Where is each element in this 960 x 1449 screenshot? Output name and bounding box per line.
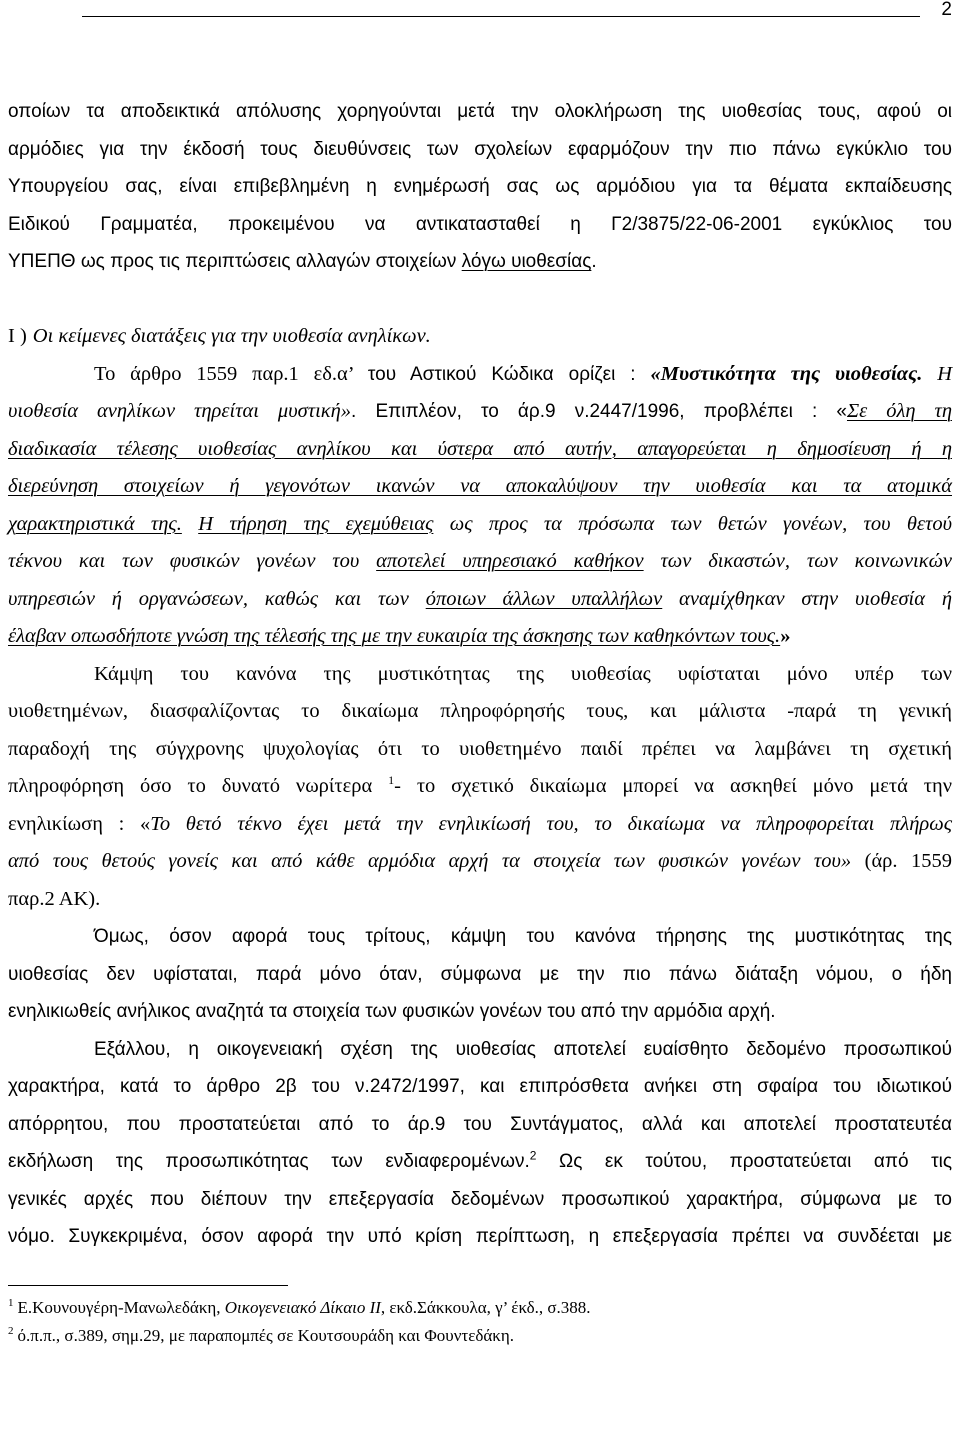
underlined-quote-run: διερεύνηση στοιχείων ή γεγονότων ικανών να αποκαλύψουν την υιοθεσία και τα ατομικά <box>8 475 952 497</box>
paragraph-exception <box>8 656 952 919</box>
page-number: 2 <box>941 0 952 20</box>
text-run: πληροφόρηση όσο το δυνατό νωρίτερα <box>8 775 389 797</box>
text-line: ενηλικιωθείς ανήλικος αναζητά τα στοιχεία των φυσικών γονέων του από την αρμόδια αρχή. <box>8 1001 776 1022</box>
text-line: γενικές αρχές που διέπουν την επεξεργασία δεδομένων προσωπικού χαρακτήρα, σύμφωνα με το <box>8 1188 952 1210</box>
underlined-quote-run: όποιων άλλων υπαλλήλων <box>425 587 663 610</box>
text-line: παρ.2 ΑΚ). <box>8 887 101 910</box>
quote-text-run: υπηρεσιών ή οργανώσεων, καθώς και των <box>8 587 426 610</box>
text-line <box>8 806 952 844</box>
text-line: νόμο. Συγκεκριμένα, όσον αφορά την υπό κρίση περίπτωση, η επεξεργασία πρέπει να συνδέεται με <box>8 1226 952 1247</box>
text-line <box>8 618 952 656</box>
text-line <box>8 506 952 544</box>
paragraph-third-parties <box>8 918 952 1031</box>
footnote-mark: 1 <box>8 1297 14 1310</box>
text-run: του Αστικού Κώδικα ορίζει : <box>367 363 651 385</box>
section-title: Οι κείμενες διατάξεις για την υιοθεσία ανηλίκων. <box>32 325 431 347</box>
text-run: . Επιπλέον, το άρ.9 ν.2447/1996, προβλέπει : « <box>351 401 847 422</box>
text-line <box>8 581 952 619</box>
section-heading <box>8 318 952 356</box>
footnote-book-title: Οικογενειακό Δίκαιο ΙΙ <box>224 1298 381 1317</box>
footnote-separator <box>8 1285 288 1286</box>
text-line <box>8 468 952 506</box>
footnote <box>8 1322 952 1350</box>
quote-text-run: Το θετό τέκνο έχει μετά την ενηλικίωσή του, το δικαίωμα να πληροφορείται πλήρως <box>150 812 953 835</box>
footnote-reference: 2 <box>529 1148 537 1163</box>
text-run: εκδήλωση της προσωπικότητας των ενδιαφερομένων. <box>8 1151 530 1172</box>
footnote-mark: 2 <box>8 1325 14 1338</box>
quote-text-run: υιοθεσία ανηλίκων τηρείται μυστική» <box>8 400 352 422</box>
text-run: (άρ. 1559 <box>851 850 952 872</box>
text-run: Το άρθρο 1559 παρ.1 εδ.α’ <box>94 362 368 385</box>
text-line: αρμόδιες για την έκδοσή τους διευθύνσεις των σχολείων εφαρμόζουν την πιο πάνω εγκύκλιο του <box>8 138 952 160</box>
text-line: Εξάλλου, η οικογενειακή σχέση της υιοθεσίας αποτελεί ευαίσθητο δεδομένο προσωπικού <box>94 1038 952 1060</box>
paragraph-intro <box>8 93 952 281</box>
text-line <box>8 243 952 281</box>
footnote-text-run: , εκδ.Σάκκουλα, γ’ έκδ., σ.388. <box>380 1298 591 1317</box>
underlined-quote-run: χαρακτηριστικά της. <box>8 512 182 535</box>
quote-text-run: των δικαστών, των κοινωνικών <box>643 550 952 572</box>
quote-mark: » <box>780 625 791 647</box>
text-line <box>8 843 952 881</box>
paragraph-data-protection <box>8 1031 952 1256</box>
document-body <box>8 93 952 1256</box>
quote-title: Μυστικότητα της υιοθεσίας. <box>660 362 923 385</box>
quote-mark: « <box>650 362 661 385</box>
text-run: ενηλικίωση : « <box>8 812 151 835</box>
section-number: Ι ) <box>8 325 27 347</box>
underlined-text-run: λόγω υιοθεσίας <box>461 251 592 272</box>
underlined-quote-run: διαδικασία τέλεσης υιοθεσίας ανηλίκου και ύστερα από αυτήν, απαγορεύεται η δημοσίευση ή η <box>8 437 952 460</box>
quote-text-run: αναμίχθηκαν στην υιοθεσία ή <box>662 587 952 610</box>
footnotes <box>8 1294 952 1350</box>
quote-text-run: από τους θετούς γονείς και από κάθε αρμόδια αρχή τα στοιχεία των φυσικών γονέων του» <box>8 850 852 872</box>
text-line: οποίων τα αποδεικτικά απόλυσης χορηγούνται μετά την ολοκλήρωση της υιοθεσίας τους, αφού οι <box>8 101 952 122</box>
text-line <box>8 356 952 394</box>
blank-line <box>8 281 952 319</box>
underlined-quote-run: Η τήρηση της εχεμύθειας <box>198 512 434 535</box>
text-line <box>8 768 952 806</box>
text-line: παραδοχή της σύγχρονης ψυχολογίας ότι το υιοθετημένο παιδί πρέπει να λαμβάνει τη σχετική <box>8 737 952 760</box>
text-run: Ως εκ τούτου, προστατεύεται από τις <box>536 1151 952 1172</box>
text-line <box>8 1143 952 1181</box>
footnote-text-run: ό.π.π., σ.389, σημ.29, με παραπομπές σε Κουτσουράδη και Φουντεδάκη. <box>17 1326 515 1345</box>
text-line: Όμως, όσον αφορά τους τρίτους, κάμψη του κανόνα τήρησης της μυστικότητας της <box>94 926 952 947</box>
footnote <box>8 1294 952 1322</box>
footnote-reference: 1 <box>388 773 395 788</box>
paragraph-article <box>8 356 952 656</box>
text-line: Ειδικού Γραμματέα, προκειμένου να αντικατασταθεί η Γ2/3875/22-06-2001 εγκύκλιος του <box>8 213 952 235</box>
footnote-text-run: Ε.Κουνουγέρη-Μανωλεδάκη, <box>17 1298 225 1317</box>
quote-text-run: ως προς τα πρόσωπα των θετών γονέων, του θετού <box>433 512 952 535</box>
quote-text-run: τέκνου και των φυσικών γονέων του <box>8 550 377 572</box>
underlined-quote-run: αποτελεί υπηρεσιακό καθήκον <box>376 550 644 572</box>
text-line <box>8 393 952 431</box>
text-line: υιοθεσίας δεν υφίσταται, παρά μόνο όταν, σύμφωνα με την πιο πάνω διάταξη νόμου, ο ήδη <box>8 963 952 985</box>
text-line <box>8 431 952 469</box>
text-line: Κάμψη του κανόνα της μυστικότητας της υιοθεσίας υφίσταται μόνο υπέρ των <box>94 662 952 685</box>
quote-text-run <box>182 513 198 535</box>
text-run: . <box>591 251 597 272</box>
text-line: Υπουργείου σας, είναι επιβεβλημένη η ενημέρωσή σας ως αρμόδιου για τα θέματα εκπαίδευσης <box>8 176 952 197</box>
text-run: ΥΠΕΠΘ ως προς τις περιπτώσεις αλλαγών στοιχείων <box>8 251 462 272</box>
underlined-quote-run: Σε όλη τη <box>846 400 952 422</box>
text-run: - το σχετικό δικαίωμα μπορεί να ασκηθεί μόνο μετά την <box>394 775 952 797</box>
quote-text-run: Η <box>922 362 953 385</box>
text-line: χαρακτήρα, κατά το άρθρο 2β του ν.2472/1997, και επιπρόσθετα ανήκει στη σφαίρα του ιδιωτικού <box>8 1076 952 1097</box>
header-rule <box>82 16 920 17</box>
underlined-quote-run: έλαβαν οπωσδήποτε γνώση της τέλεσής της με την ευκαιρία της άσκησης των καθηκόντων τους. <box>8 625 781 647</box>
text-line: απόρρητου, που προστατεύεται από το άρ.9 του Συντάγματος, αλλά και αποτελεί προστατευτέα <box>8 1113 952 1135</box>
text-line <box>8 543 952 581</box>
text-line: υιοθετημένων, διασφαλίζοντας το δικαίωμα πληροφόρησής τους, και μάλιστα -παρά τη γενική <box>8 700 952 722</box>
